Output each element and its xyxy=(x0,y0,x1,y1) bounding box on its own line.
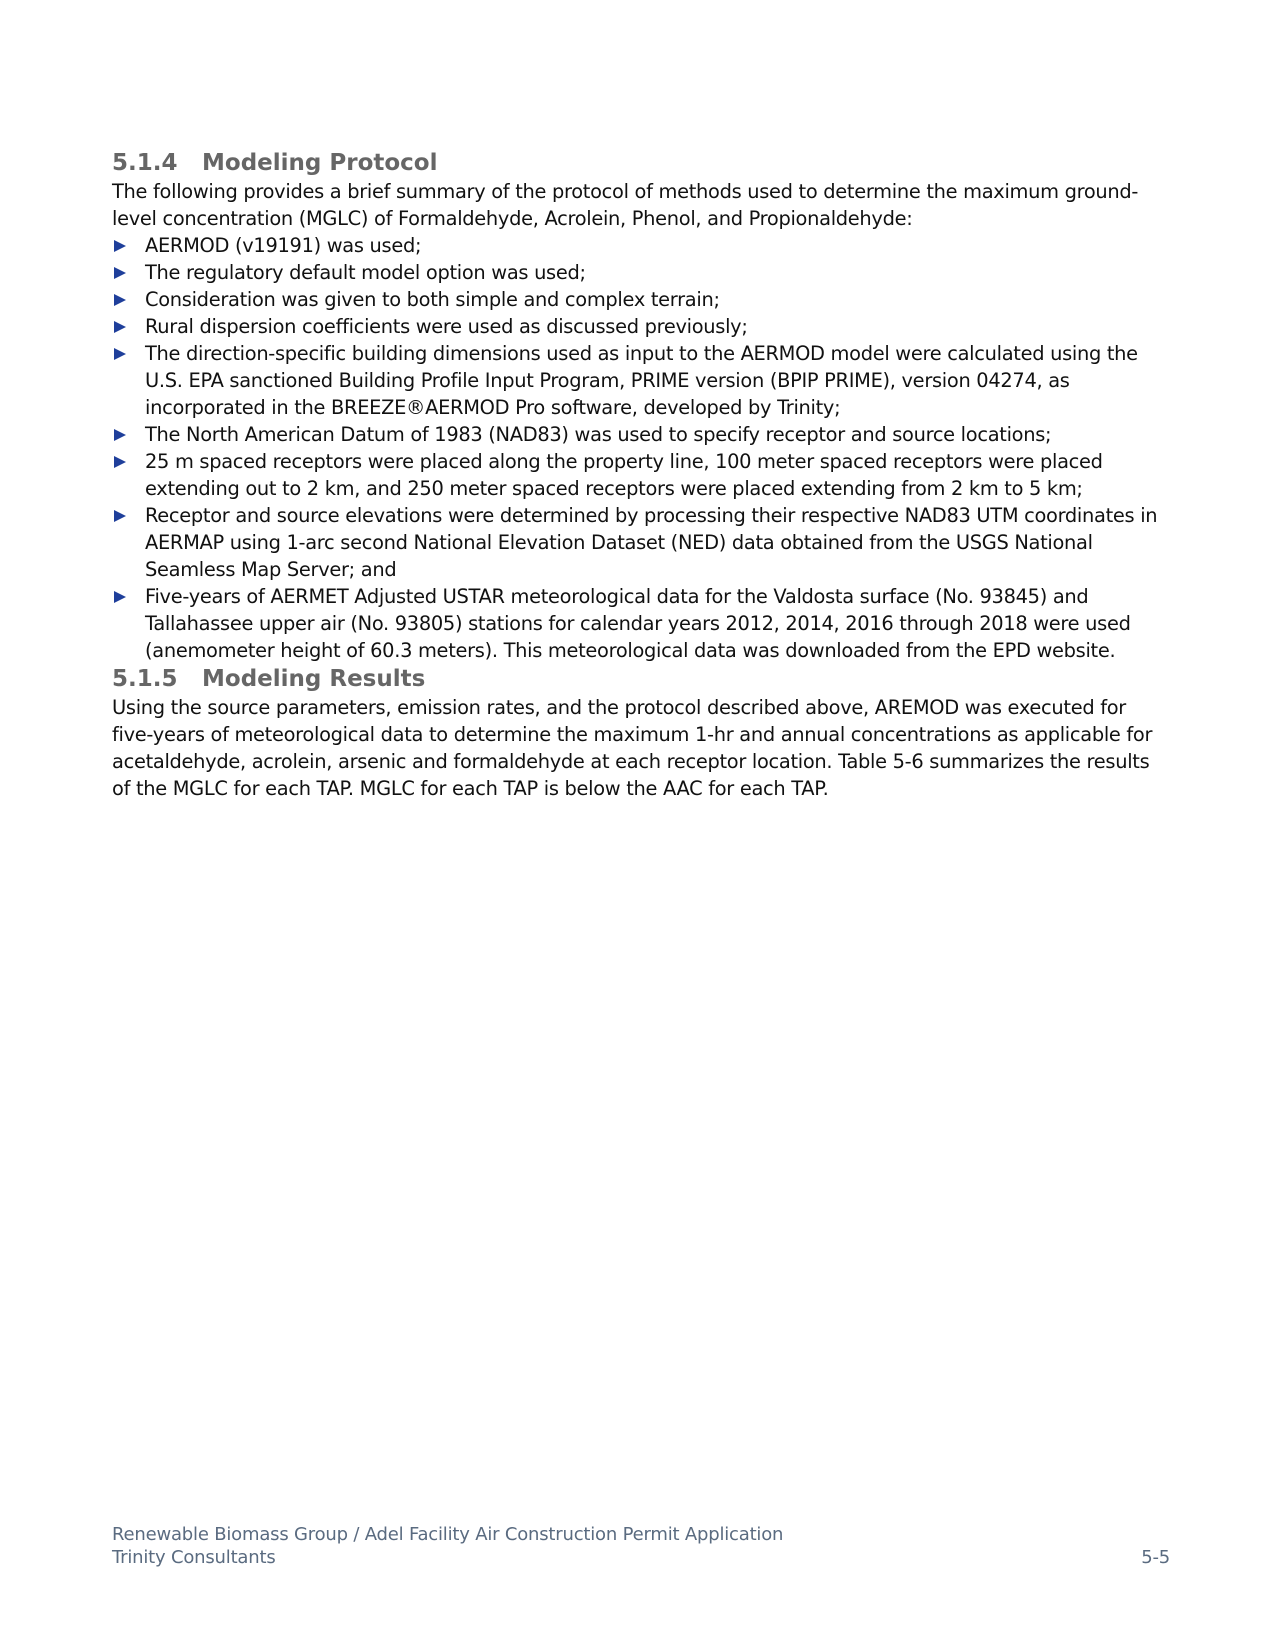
list-item xyxy=(112,259,1170,286)
triangle-right-bullet-icon xyxy=(114,294,126,306)
list-item-text: Five-years of AERMET Adjusted USTAR meteorological data for the Valdosta surface (No. 93845) and Tallahassee upper air (No. 93805) stations for calendar years 2012, 2014, 2016 through 2018 were used (anemometer height of 60.3 meters). This meteorological data was downloaded from the EPD website. xyxy=(145,585,1131,662)
list-item-text: The direction-specific building dimensions used as input to the AERMOD model were calculated using the U.S. EPA sanctioned Building Profile Input Program, PRIME version (BPIP PRIME), version 04274, as incorporated in the BREEZE®AERMOD Pro software, developed by Trinity; xyxy=(145,342,1138,419)
section-title: Modeling Protocol xyxy=(202,150,438,176)
triangle-right-bullet-icon xyxy=(114,510,126,522)
list-item-text: The regulatory default model option was used; xyxy=(145,261,586,284)
triangle-right-bullet-icon xyxy=(114,591,126,603)
list-item xyxy=(112,583,1170,664)
triangle-right-bullet-icon xyxy=(114,456,126,468)
list-item xyxy=(112,448,1170,502)
list-item-text: Rural dispersion coefficients were used as discussed previously; xyxy=(145,315,748,338)
list-item xyxy=(112,313,1170,340)
list-item-text: Consideration was given to both simple and complex terrain; xyxy=(145,288,720,311)
triangle-right-bullet-icon xyxy=(114,267,126,279)
list-item xyxy=(112,502,1170,583)
list-item-text: AERMOD (v19191) was used; xyxy=(145,234,422,257)
results-paragraph: Using the source parameters, emission rates, and the protocol described above, AREMOD was executed for five-years of meteorological data to determine the maximum 1-hr and annual concentrations as applicable for acetaldehyde, acrolein, arsenic and formaldehyde at each receptor location. Table 5-6 summarizes the results of the MGLC for each TAP. MGLC for each TAP is below the AAC for each TAP. xyxy=(112,696,1153,800)
list-item-text: 25 m spaced receptors were placed along the property line, 100 meter spaced receptors were placed extending out to 2 km, and 250 meter spaced receptors were placed extending from 2 km to 5 km; xyxy=(145,450,1103,500)
list-item xyxy=(112,421,1170,448)
page-content xyxy=(112,148,1170,802)
list-item xyxy=(112,286,1170,313)
section-number: 5.1.4 xyxy=(112,150,178,176)
footer-company: Trinity Consultants xyxy=(112,1547,276,1568)
triangle-right-bullet-icon xyxy=(114,348,126,360)
list-item xyxy=(112,340,1170,421)
page-footer xyxy=(112,1523,1170,1569)
triangle-right-bullet-icon xyxy=(114,321,126,333)
triangle-right-bullet-icon xyxy=(114,240,126,252)
list-item xyxy=(112,232,1170,259)
protocol-bullet-list xyxy=(112,232,1170,664)
protocol-intro-paragraph: The following provides a brief summary of the protocol of methods used to determine the maximum ground-level concentration (MGLC) of Formaldehyde, Acrolein, Phenol, and Propionaldehyde: xyxy=(112,180,1139,230)
footer-document-title: Renewable Biomass Group / Adel Facility Air Construction Permit Application xyxy=(112,1524,784,1545)
list-item-text: The North American Datum of 1983 (NAD83) was used to specify receptor and source locations; xyxy=(145,423,1052,446)
list-item-text: Receptor and source elevations were determined by processing their respective NAD83 UTM coordinates in AERMAP using 1-arc second National Elevation Dataset (NED) data obtained from the USGS National Seamless Map Server; and xyxy=(145,504,1158,581)
section-heading-modeling-results xyxy=(112,664,1170,694)
footer-line-2 xyxy=(112,1546,1170,1569)
page-number: 5-5 xyxy=(1141,1547,1170,1568)
triangle-right-bullet-icon xyxy=(114,429,126,441)
section-title: Modeling Results xyxy=(202,666,426,692)
section-heading-modeling-protocol xyxy=(112,148,1170,178)
section-number: 5.1.5 xyxy=(112,666,178,692)
